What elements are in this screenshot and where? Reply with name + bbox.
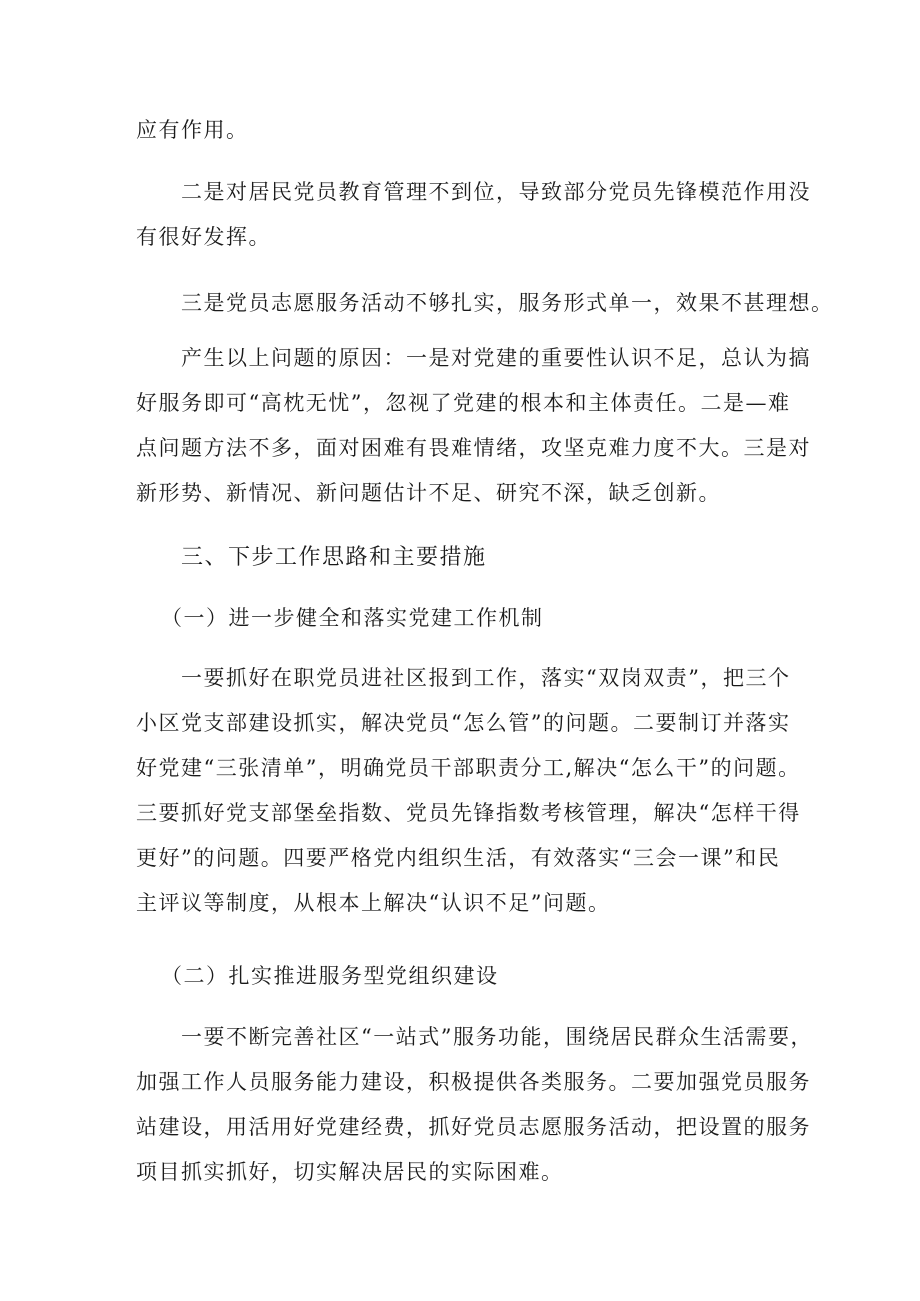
text-line: 小区党支部建设抓实，解决党员“怎么管”的问题。二要制订并落实 — [136, 711, 791, 735]
text-line: 三是党员志愿服务活动不够扎实，服务形式单一，效果不甚理想。 — [181, 291, 834, 315]
text-line: 一要不断完善社区“一站式”服务功能，围绕居民群众生活需要， — [181, 1025, 813, 1049]
paragraph-problem-three — [136, 285, 834, 321]
paragraph-problem-two — [136, 174, 811, 255]
text-line: 二是对居民党员教育管理不到位，导致部分党员先锋模范作用没 — [181, 180, 811, 204]
text-line: 更好”的问题。四要严格党内组织生活，有效落实“三会一课”和民 — [136, 846, 781, 870]
subsection-heading-two — [136, 958, 792, 994]
text-line: 一要抓好在职党员进社区报到工作，落实“双岗双责”，把三个 — [181, 666, 791, 690]
text-line: 新形势、新情况、新问题估计不足、研究不深，缺乏创新。 — [136, 481, 721, 505]
text-line: 好党建“三张清单”，明确党员干部职责分工,解决“怎么干”的问题。 — [136, 756, 801, 780]
text-line: 点问题方法不多，面对困难有畏难情绪，攻坚克难力度不大。三是对 — [136, 436, 811, 460]
text-line: 应有作用。 — [136, 118, 249, 142]
text-line: 三要抓好党支部堡垒指数、党员先锋指数考核管理，解决“怎样干得 — [136, 801, 801, 825]
paragraph-mechanism — [136, 660, 801, 921]
text-line: 好服务即可“高枕无忧”，忽视了党建的根本和主体责任。二是—难 — [136, 391, 791, 415]
paragraph-service — [136, 1019, 813, 1190]
section-heading — [136, 540, 792, 576]
text-line: 加强工作人员服务能力建设，积极提供各类服务。二要加强党员服务 — [136, 1070, 811, 1094]
subsection-heading-one — [136, 600, 792, 636]
text-line: 主评议等制度，从根本上解决“认识不足”问题。 — [136, 891, 611, 915]
text-line: 项目抓实抓好，切实解决居民的实际困难。 — [136, 1160, 564, 1184]
paragraph-causes — [136, 340, 811, 511]
heading-text: （二）扎实推进服务型党组织建设 — [161, 964, 499, 988]
heading-text: 三、下步工作思路和主要措施 — [181, 545, 487, 570]
text-line: 产生以上问题的原因：一是对党建的重要性认识不足，总认为搞 — [181, 346, 811, 370]
heading-text: （一）进一步健全和落实党建工作机制 — [161, 606, 544, 630]
paragraph-conclusion-fragment — [136, 112, 792, 148]
text-line: 有很好发挥。 — [136, 225, 271, 249]
text-line: 站建设，用活用好党建经费，抓好党员志愿服务活动，把设置的服务 — [136, 1115, 811, 1139]
